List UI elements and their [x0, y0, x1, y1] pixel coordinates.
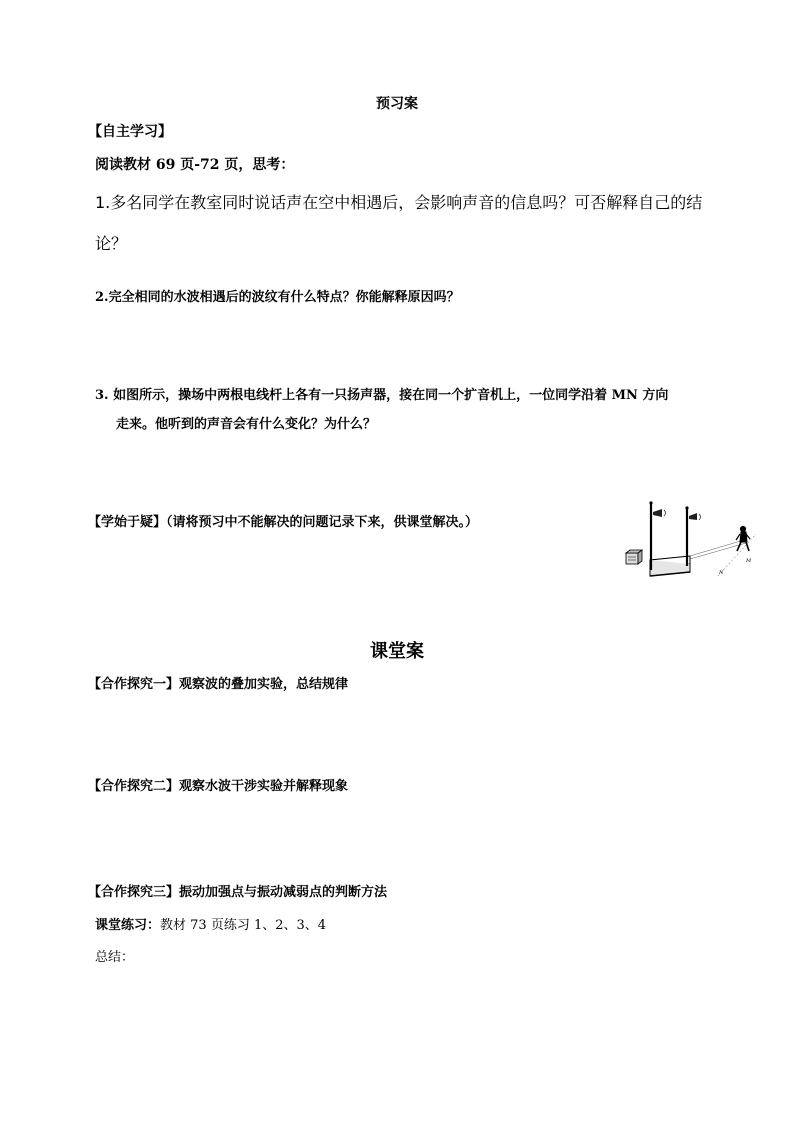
practice-label: 课堂练习：: [95, 918, 161, 933]
explore-1: [88, 678, 348, 691]
doubt-line: [88, 516, 478, 529]
right-speaker-icon: [689, 513, 697, 520]
question-2: 2.完全相同的水波相遇后的波纹有什么特点？你能解释原因吗？: [95, 290, 460, 305]
practice-text: 教材 73 页练习 1、2、3、4: [160, 918, 327, 933]
question-1-line-1: 1.多名同学在教室同时说话声在空中相遇后，会影响声音的信息吗？可否解释自己的结: [95, 193, 703, 212]
walking-person-icon: [736, 526, 750, 551]
doubt-text: （请将预习中不能解决的问题记录下来，供课堂解决。）: [166, 515, 479, 530]
speaker-poles-figure: [622, 496, 760, 582]
explore-2: [88, 780, 348, 793]
explore-3-heading: 【合作探究三】: [88, 885, 180, 900]
amplifier-box: [626, 550, 642, 564]
question-3-line-1: 3. 如图所示，操场中两根电线杆上各有一只扬声器，接在同一个扩音机上，一位同学沿着 MN 方向: [95, 388, 669, 403]
left-speaker-icon: [653, 509, 662, 517]
doubt-heading: 【学始于疑】: [88, 515, 167, 530]
explore-3: [88, 886, 387, 899]
practice-line: [95, 919, 326, 932]
self-study-heading: 【自主学习】: [88, 124, 172, 140]
summary-label: 总结：: [95, 950, 135, 965]
explore-1-text: 观察波的叠加实验，总结规律: [179, 677, 349, 692]
label-m: M: [746, 558, 752, 564]
preview-title: 预习案: [376, 96, 418, 112]
label-n: N: [719, 570, 724, 576]
question-1-line-2: 论？: [95, 234, 128, 253]
explore-1-heading: 【合作探究一】: [88, 677, 180, 692]
explore-2-text: 观察水波干涉实验并解释现象: [179, 779, 349, 794]
reading-instruction: 阅读教材 69 页-72 页，思考：: [95, 157, 295, 173]
ground-base: [650, 556, 690, 576]
explore-3-text: 振动加强点与振动减弱点的判断方法: [179, 885, 388, 900]
right-pole: [685, 506, 700, 566]
explore-2-heading: 【合作探究二】: [88, 779, 180, 794]
question-3-line-2: 走来。他听到的声音会有什么变化？为什么？: [116, 417, 377, 432]
classroom-title: 课堂案: [370, 641, 424, 662]
